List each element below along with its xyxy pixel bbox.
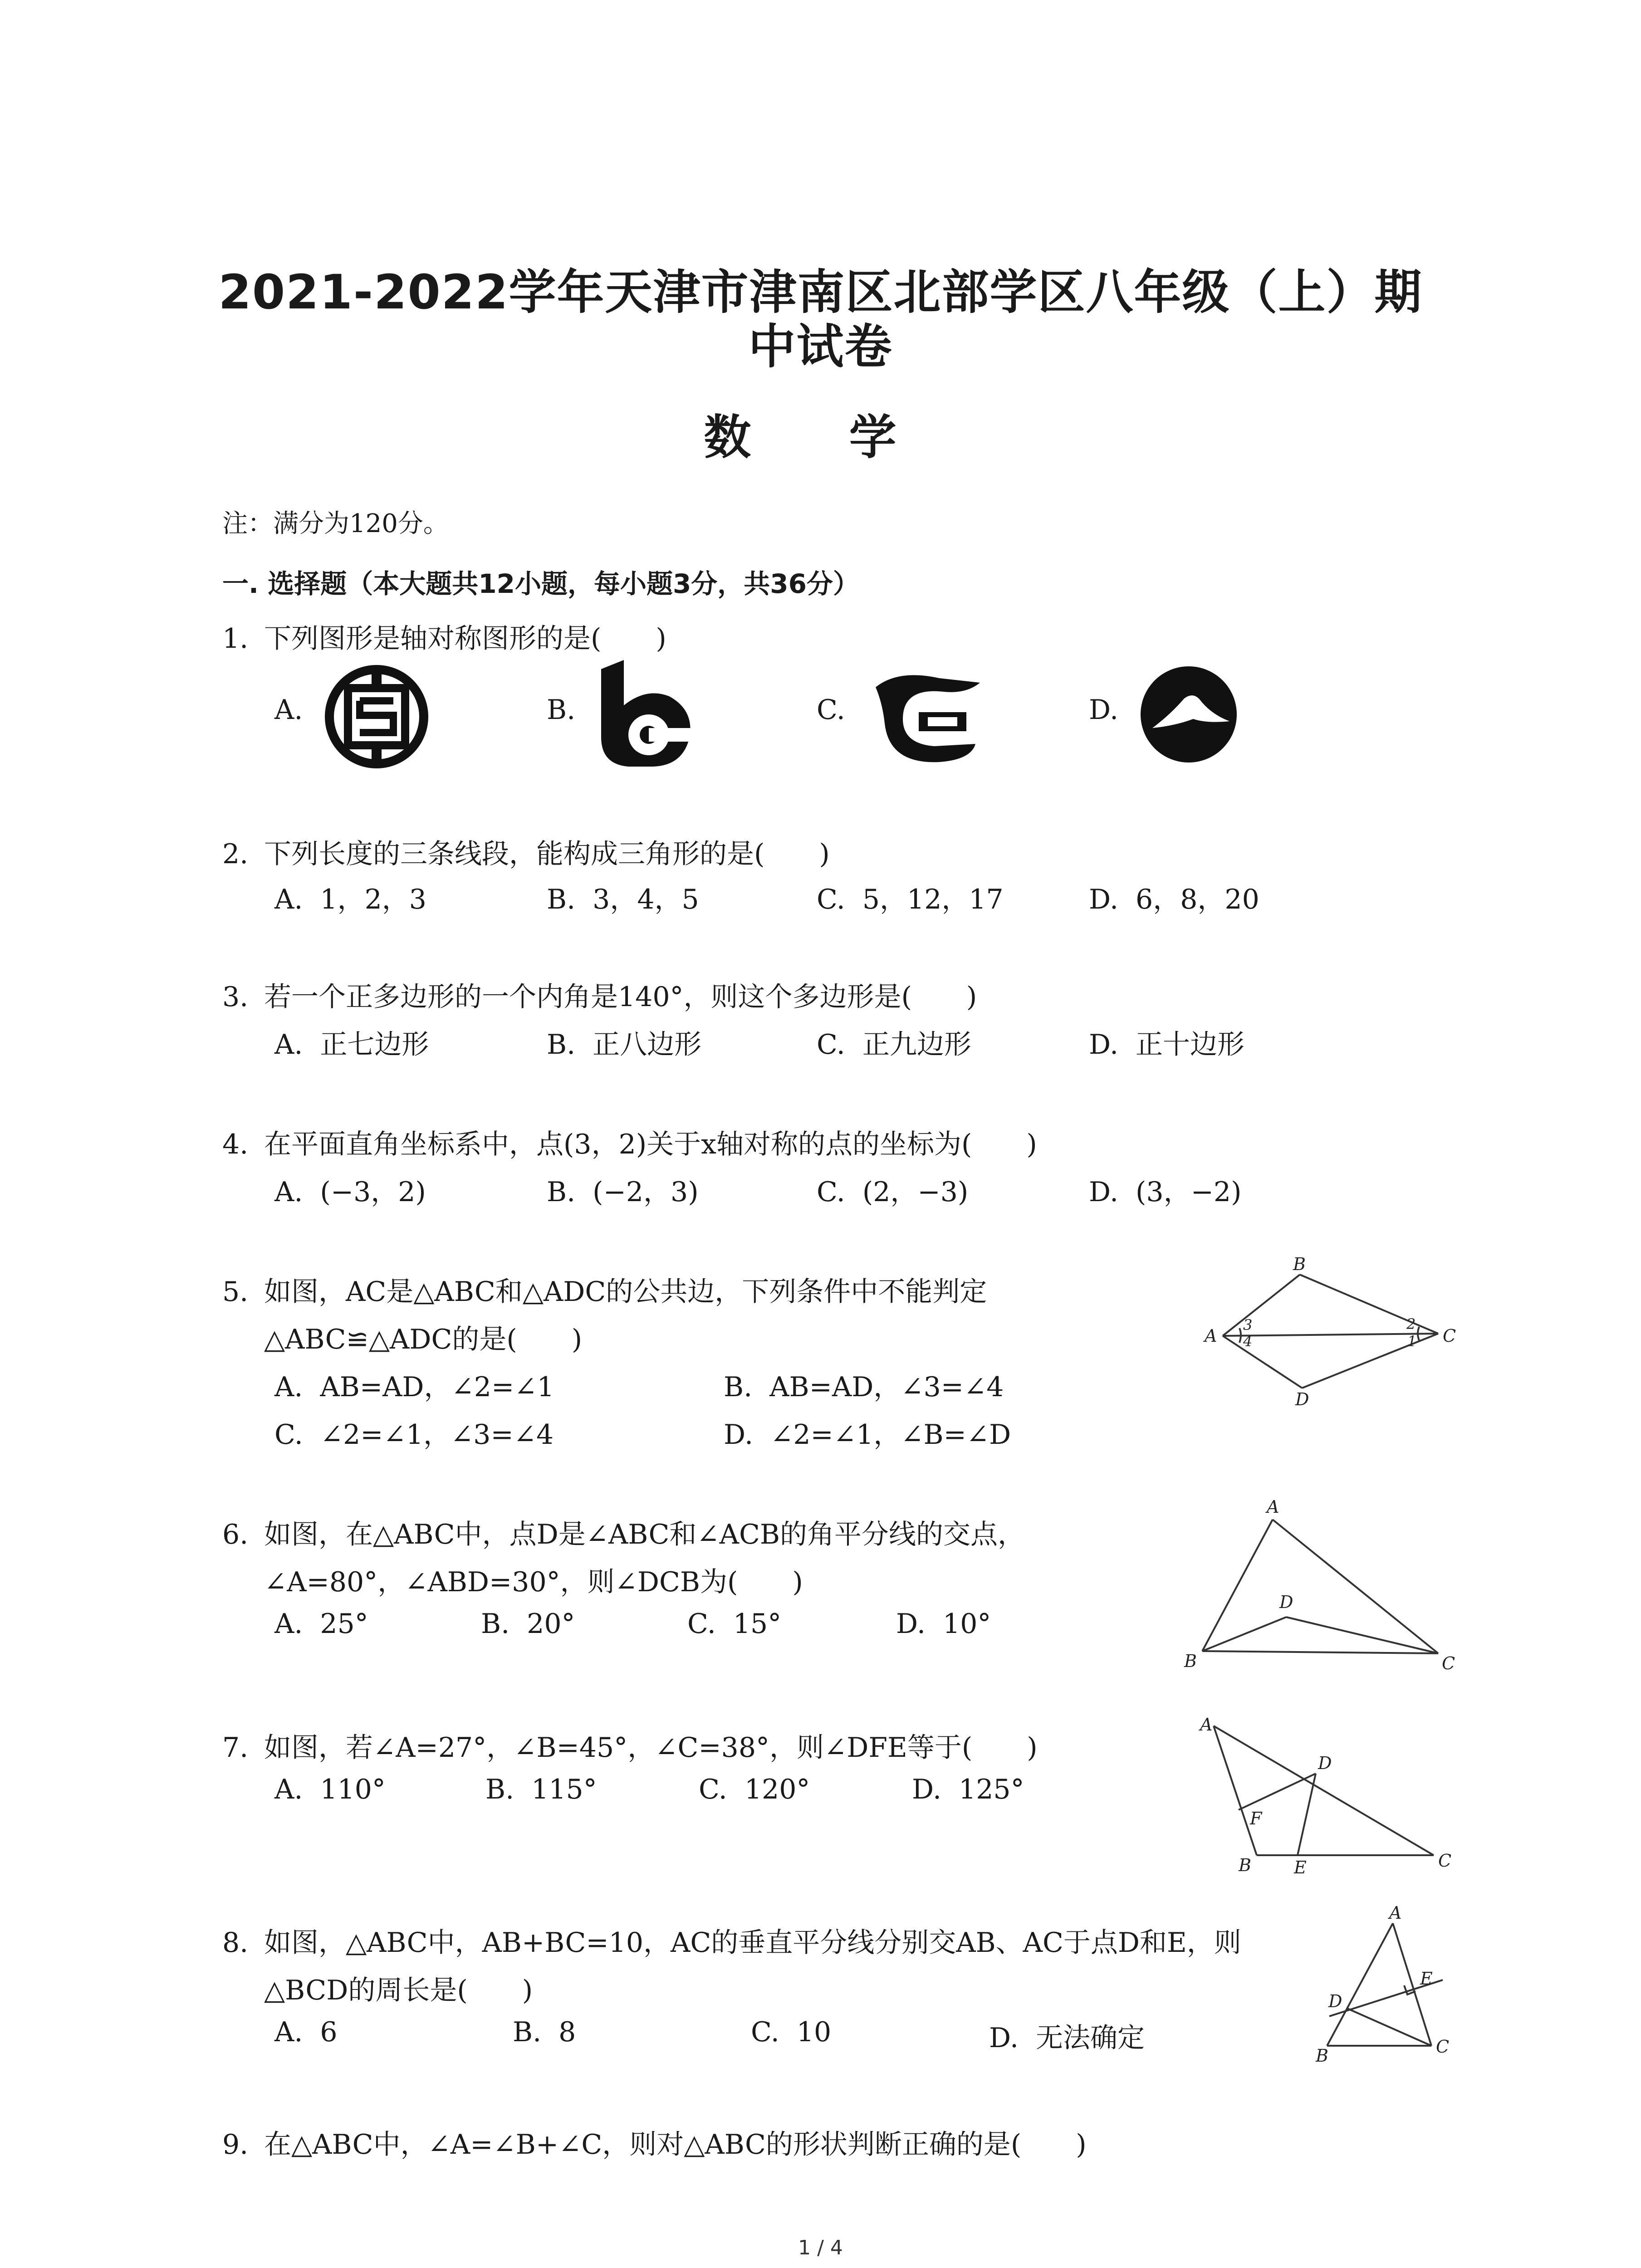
option-c: C. 正九边形 [817,1029,971,1061]
angle-4-label: 4 [1243,1333,1253,1350]
question-6-line2: ∠A=80°，∠ABD=30°，则∠DCB为( ) [264,1566,803,1598]
question-8-line2: △BCD的周长是( ) [264,1975,533,2006]
point-b-label: B [1239,1855,1251,1875]
figure-q8-triangle [1307,1905,1461,2073]
subject-title: 数 学 [704,410,937,465]
point-c-label: C [1442,1653,1455,1673]
question-4 [222,1123,1037,1162]
question-2 [222,832,830,871]
question-text: 在平面直角坐标系中，点(3，2)关于x轴对称的点的坐标为( ) [264,1129,1037,1160]
figure-q7-triangle [1189,1706,1461,1878]
option-b: B. 3，4，5 [547,884,699,915]
option-b: B. (−2，3) [547,1176,699,1208]
question-number: 4. [222,1129,249,1160]
option-b: B. AB=AD，∠3=∠4 [724,1371,1004,1403]
question-number: 2. [222,838,249,870]
question-text: 如图，AC是△ABC和△ADC的公共边，下列条件中不能判定 [264,1276,987,1308]
point-a-label: A [1200,1715,1213,1735]
point-f-label: F [1250,1809,1262,1828]
question-text: 在△ABC中，∠A=∠B+∠C，则对△ABC的形状判断正确的是( ) [264,2129,1087,2160]
point-d-label: D [1318,1753,1332,1773]
question-number: 5. [222,1276,249,1308]
point-e-label: E [1294,1857,1307,1877]
point-b-label: B [1184,1651,1197,1671]
point-d-label: D [1279,1592,1293,1612]
option-d: D. ∠2=∠1，∠B=∠D [724,1419,1011,1451]
figure-q5-quadrilateral [1202,1256,1461,1406]
option-a: A. 25° [274,1608,368,1640]
option-c: C. 120° [699,1774,810,1805]
point-c-label: C [1436,2037,1450,2057]
option-b: B. 115° [485,1774,597,1805]
question-number: 3. [222,981,249,1013]
option-c-label: C. [817,694,845,726]
point-a-label: A [1267,1497,1279,1517]
point-a-label: A [1389,1905,1402,1923]
question-8 [222,1921,1241,1960]
question-number: 6. [222,1519,249,1550]
angle-3-label: 3 [1243,1316,1253,1334]
option-c: C. 15° [687,1608,782,1640]
option-b: B. 正八边形 [547,1029,702,1061]
option-a: A. (−3，2) [274,1176,426,1208]
option-d: D. 正十边形 [1089,1029,1245,1061]
option-d: D. 无法确定 [989,2022,1145,2054]
exam-title-line2: 中试卷 [748,319,893,374]
question-text: 下列图形是轴对称图形的是( ) [264,623,666,655]
exam-title-line1: 2021-2022学年天津市津南区北部学区八年级（上）期 [218,264,1423,320]
point-d-label: D [1328,1991,1342,2011]
point-c-label: C [1438,1851,1452,1871]
figure-q6-triangle [1171,1497,1461,1674]
option-a-label: A. [274,694,303,726]
bank-logo-circle-mountain-icon [1139,665,1239,764]
question-number: 1. [222,623,249,655]
option-b-label: B. [547,694,576,726]
option-d: D. 10° [896,1608,991,1640]
option-b: B. 8 [513,2016,576,2048]
point-b-label: B [1293,1256,1306,1274]
option-b: B. 20° [481,1608,575,1640]
bank-logo-icbc-icon [324,665,429,769]
option-a: A. 1，2，3 [274,884,426,915]
angle-2-label: 2 [1406,1315,1416,1333]
option-d: D. 125° [912,1774,1024,1805]
point-b-label: B [1316,2046,1328,2066]
angle-1-label: 1 [1407,1333,1417,1350]
bank-logo-ccb-icon [871,669,985,764]
option-a: A. 6 [274,2016,338,2048]
bank-logo-bocom-icon [592,660,696,769]
question-number: 8. [222,1927,249,1959]
question-3 [222,975,977,1014]
question-6 [222,1513,1025,1552]
point-a-label: A [1205,1326,1217,1346]
question-text: 如图，在△ABC中，点D是∠ABC和∠ACB的角平分线的交点， [264,1519,1025,1550]
option-c: C. ∠2=∠1，∠3=∠4 [274,1419,554,1451]
point-e-label: E [1420,1969,1433,1989]
question-1 [222,617,666,656]
question-5-line2: △ABC≌△ADC的是( ) [264,1324,583,1355]
question-9 [222,2123,1087,2162]
page-number: 1 / 4 [798,2236,843,2259]
option-d: D. 6，8，20 [1089,884,1259,915]
section-heading: 一. 选择题（本大题共12小题，每小题3分，共36分） [222,568,860,599]
option-c: C. (2，−3) [817,1176,969,1208]
question-text: 若一个正多边形的一个内角是140°，则这个多边形是( ) [264,981,977,1013]
question-text: 下列长度的三条线段，能构成三角形的是( ) [264,838,830,870]
question-5 [222,1270,987,1309]
option-c: C. 5，12，17 [817,884,1004,915]
question-text: 如图，△ABC中，AB+BC=10，AC的垂直平分线分别交AB、AC于点D和E，则 [264,1927,1241,1959]
question-7 [222,1726,1038,1765]
option-a: A. 110° [274,1774,386,1805]
option-a: A. AB=AD，∠2=∠1 [274,1371,554,1403]
question-number: 7. [222,1732,249,1764]
question-text: 如图，若∠A=27°，∠B=45°，∠C=38°，则∠DFE等于( ) [264,1732,1038,1764]
option-d: D. (3，−2) [1089,1176,1242,1208]
option-c: C. 10 [751,2016,832,2048]
question-number: 9. [222,2129,249,2160]
option-a: A. 正七边形 [274,1029,429,1061]
point-d-label: D [1295,1389,1309,1406]
point-c-label: C [1443,1326,1456,1346]
option-d-label: D. [1089,694,1119,726]
score-note: 注：满分为120分。 [222,509,449,538]
